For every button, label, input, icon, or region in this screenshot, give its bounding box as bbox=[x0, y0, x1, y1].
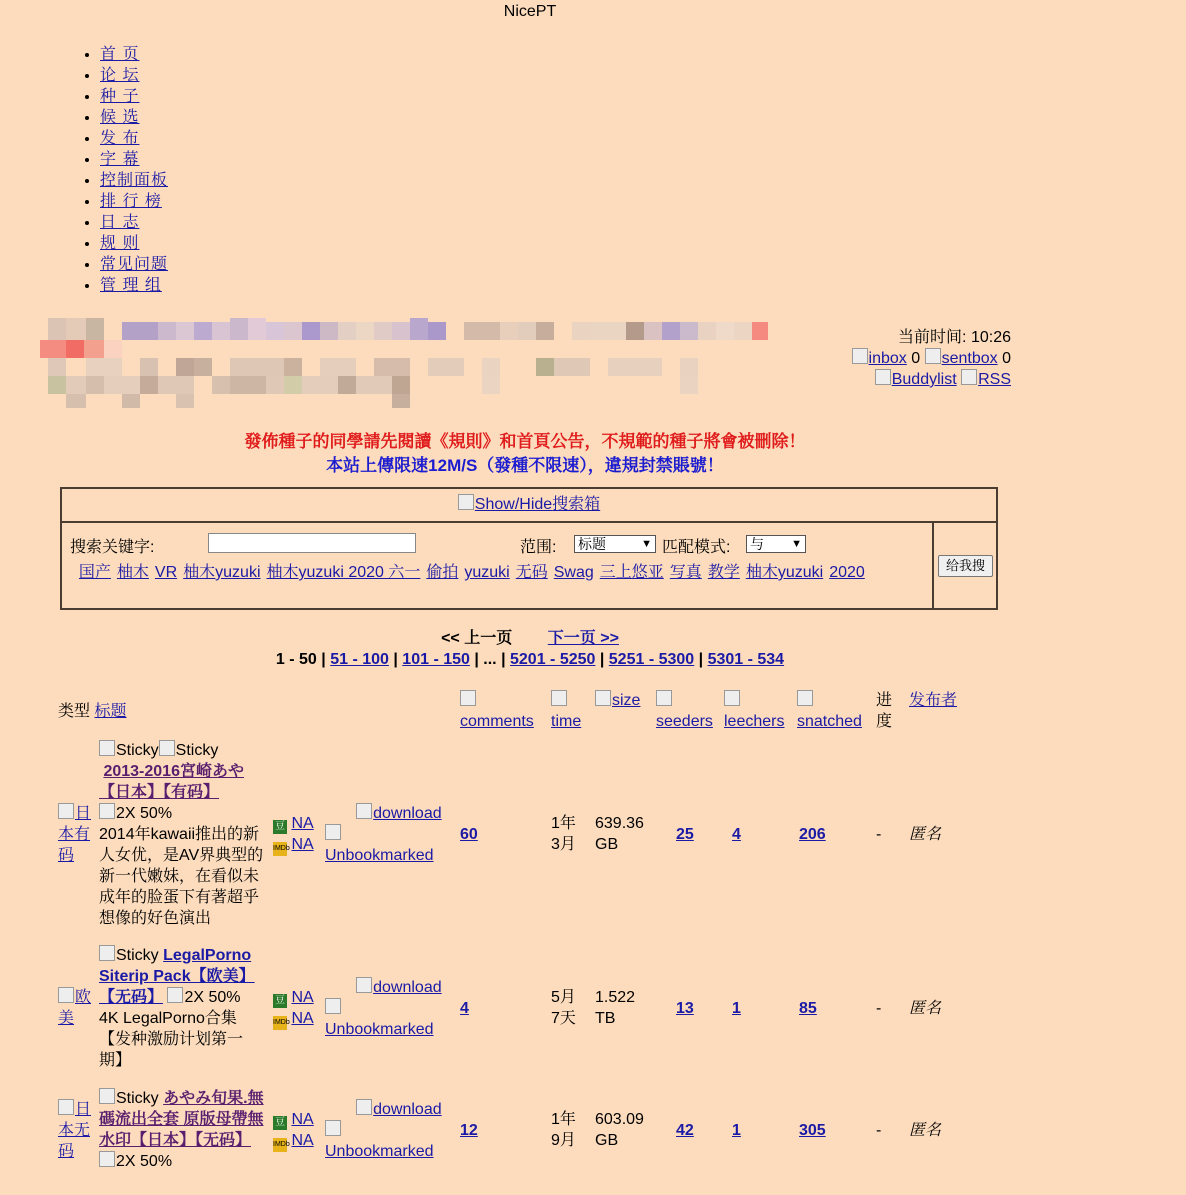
pager-prev: << 上一页 bbox=[441, 630, 513, 647]
promotion-alt: 2X 50% bbox=[184, 989, 241, 1006]
category-link[interactable] bbox=[58, 989, 91, 1027]
header-progress: 进度 bbox=[876, 692, 893, 730]
range-select-value: 标题 bbox=[578, 536, 606, 552]
sentbox-alt: sentbox bbox=[941, 350, 998, 367]
sticky-icon bbox=[159, 740, 175, 756]
header-size-label: size bbox=[612, 692, 641, 709]
nav-link-topten[interactable]: 排 行 榜 bbox=[100, 193, 162, 210]
search-toggle-link[interactable] bbox=[458, 496, 600, 513]
uploader-name: 匿名 bbox=[909, 1121, 942, 1139]
download-icon bbox=[356, 977, 372, 993]
category-alt: 欧美 bbox=[58, 989, 92, 1027]
torrent-age: 5月7天 bbox=[551, 989, 576, 1027]
sort-by-uploader[interactable]: 发布者 bbox=[909, 692, 958, 709]
promotion-icon bbox=[99, 1151, 115, 1167]
torrent-title-link[interactable]: LegalPorno Siterip Pack【欧美】【无码】 bbox=[99, 947, 255, 1006]
ratings-cell bbox=[273, 936, 325, 1080]
chevron-down-icon: ▼ bbox=[791, 538, 802, 550]
search-toggle-row bbox=[62, 489, 996, 523]
rss-icon bbox=[961, 369, 977, 385]
nav-link-staff[interactable]: 管 理 组 bbox=[100, 277, 162, 294]
table-row bbox=[58, 732, 979, 936]
nav-link-home[interactable]: 首 页 bbox=[100, 46, 140, 63]
nav-item-torrents bbox=[100, 86, 168, 107]
bookmark-link[interactable] bbox=[325, 1000, 434, 1038]
nav-link-usercp[interactable]: 控制面板 bbox=[100, 172, 169, 189]
promotion-icon bbox=[99, 803, 115, 819]
actions-cell bbox=[325, 936, 460, 1080]
inbox-icon bbox=[852, 348, 868, 364]
pager-next[interactable]: 下一页 >> bbox=[547, 630, 619, 647]
progress-value: - bbox=[876, 825, 882, 843]
hot-keyword[interactable]: 三上悠亚 bbox=[599, 564, 664, 581]
leechers-count[interactable]: 4 bbox=[732, 825, 741, 843]
nav-link-forum[interactable]: 论 坛 bbox=[100, 67, 140, 84]
sticky-icon bbox=[99, 945, 115, 961]
inbox-count: 0 bbox=[911, 350, 921, 367]
search-submit-button[interactable]: 给我搜 bbox=[938, 555, 993, 577]
notice-line-rules: 發佈種子的同學請先閱讀《規則》和首頁公告，不規範的種子將會被刪除！ bbox=[244, 432, 806, 451]
snatched-count[interactable]: 305 bbox=[799, 1121, 826, 1139]
progress-value: - bbox=[876, 999, 882, 1017]
header-size-cell bbox=[595, 690, 656, 732]
header-leechers-cell bbox=[724, 690, 797, 732]
ratings-cell bbox=[273, 732, 325, 936]
hot-keyword[interactable]: 柚木 bbox=[116, 564, 149, 581]
search-button-cell bbox=[934, 522, 998, 610]
bookmark-icon bbox=[325, 824, 341, 840]
hot-keyword[interactable]: 柚木yuzuki 2020 六一 bbox=[266, 564, 421, 581]
bookmark-alt: Unbookmarked bbox=[325, 1020, 434, 1038]
seeders-icon bbox=[656, 690, 672, 706]
chevron-down-icon: ▼ bbox=[641, 538, 652, 550]
current-time-value: 10:26 bbox=[970, 329, 1011, 346]
pager-link[interactable]: 5301 - 534 bbox=[707, 651, 785, 668]
sentbox-count: 0 bbox=[1002, 350, 1011, 367]
category-icon bbox=[58, 1099, 74, 1115]
nav-item-rules bbox=[100, 233, 168, 254]
pager-link[interactable]: 5251 - 5300 bbox=[608, 651, 695, 668]
sort-by-leechers[interactable]: leechers bbox=[724, 713, 785, 730]
buddylist-link[interactable] bbox=[875, 371, 957, 388]
category-cell bbox=[58, 936, 99, 1080]
progress-value: - bbox=[876, 1121, 882, 1139]
nav-link-rules[interactable]: 规 则 bbox=[100, 235, 140, 252]
hot-keyword[interactable]: Swag bbox=[553, 564, 594, 581]
title-cell bbox=[99, 936, 273, 1080]
sentbox-link[interactable] bbox=[925, 350, 998, 367]
hot-keyword[interactable]: yuzuki bbox=[464, 564, 510, 581]
category-alt: 日本无码 bbox=[58, 1100, 92, 1160]
seeders-count[interactable]: 42 bbox=[676, 1121, 694, 1139]
uploader-name: 匿名 bbox=[909, 999, 942, 1017]
douban-rating[interactable]: NA bbox=[291, 988, 314, 1006]
site-title: NicePT bbox=[503, 3, 557, 20]
buddylist-icon bbox=[875, 369, 891, 385]
sort-by-comments[interactable]: comments bbox=[460, 713, 534, 730]
sticky-alt: Sticky bbox=[116, 947, 159, 964]
sticky-alt: Sticky bbox=[116, 741, 159, 759]
nav-item-upload bbox=[100, 128, 168, 149]
snatched-icon bbox=[797, 690, 813, 706]
download-icon bbox=[356, 1099, 372, 1115]
comments-count[interactable]: 4 bbox=[460, 999, 469, 1017]
torrent-age: 1年9月 bbox=[551, 1111, 576, 1149]
imdb-rating[interactable]: NA bbox=[291, 1009, 314, 1027]
hot-keyword[interactable]: 无码 bbox=[515, 564, 548, 581]
nav-link-log[interactable]: 日 志 bbox=[100, 214, 140, 231]
sort-by-seeders[interactable]: seeders bbox=[656, 713, 713, 730]
torrent-table bbox=[58, 690, 979, 1180]
pager-current: 1 - 50 bbox=[275, 651, 317, 668]
douban-icon: 豆 bbox=[275, 820, 285, 832]
category-link[interactable] bbox=[58, 1101, 91, 1160]
site-notice bbox=[0, 430, 1050, 478]
mailbox-row bbox=[852, 348, 1011, 369]
category-alt: 日本有码 bbox=[58, 804, 92, 864]
download-alt: download bbox=[373, 804, 442, 822]
promotion-icon bbox=[167, 987, 183, 1003]
imdb-rating[interactable]: NA bbox=[291, 1131, 314, 1149]
actions-cell bbox=[325, 1080, 460, 1180]
header-snatched-cell bbox=[797, 690, 876, 732]
bookmark-link[interactable] bbox=[325, 826, 434, 864]
imdb-icon: IMDb bbox=[273, 1016, 287, 1030]
notice-line-speed: 本站上傳限速12M/S（發種不限速），違規封禁賬號！ bbox=[326, 456, 724, 475]
hot-keyword[interactable]: 国产 bbox=[78, 564, 111, 581]
promotion-alt: 2X 50% bbox=[116, 804, 173, 822]
search-toggle-label: 搜索箱 bbox=[552, 496, 601, 513]
nav-item-topten bbox=[100, 191, 168, 212]
bookmark-alt: Unbookmarked bbox=[325, 846, 434, 864]
nav-item-log bbox=[100, 212, 168, 233]
buddy-rss-row bbox=[852, 369, 1011, 390]
bookmark-link[interactable] bbox=[325, 1122, 434, 1160]
hot-keyword[interactable]: 柚木yuzuki bbox=[183, 564, 261, 581]
search-form-cell bbox=[62, 522, 934, 610]
size-icon bbox=[595, 690, 611, 706]
keyword-input[interactable] bbox=[208, 533, 416, 553]
download-alt: download bbox=[373, 1100, 442, 1118]
torrent-size: 639.36 GB bbox=[595, 815, 644, 853]
header-seeders-cell bbox=[656, 690, 724, 732]
category-icon bbox=[58, 987, 74, 1003]
current-time-label: 当前时间: bbox=[898, 329, 967, 346]
snatched-count[interactable]: 85 bbox=[799, 999, 817, 1017]
nav-item-home bbox=[100, 44, 168, 65]
hot-keyword[interactable]: 写真 bbox=[669, 564, 702, 581]
leechers-count[interactable]: 1 bbox=[732, 999, 741, 1017]
sticky-alt: Sticky bbox=[175, 741, 219, 759]
comments-count[interactable]: 60 bbox=[460, 825, 478, 843]
sticky-alt: Sticky bbox=[116, 1090, 159, 1107]
keyword-label: 搜索关键字: bbox=[70, 539, 155, 556]
hot-keyword[interactable]: 教学 bbox=[707, 564, 740, 581]
hot-keyword[interactable]: 2020 bbox=[829, 564, 865, 581]
promotion-alt: 2X 50% bbox=[116, 1153, 173, 1170]
hot-keyword[interactable]: 柚木yuzuki bbox=[745, 564, 824, 581]
category-icon bbox=[58, 803, 74, 819]
range-label: 范围: bbox=[520, 539, 557, 556]
title-cell bbox=[99, 732, 273, 936]
pager-link[interactable]: 101 - 150 bbox=[402, 651, 470, 668]
pager-prev-next bbox=[0, 628, 1060, 649]
search-panel bbox=[60, 487, 998, 610]
sticky-icon bbox=[99, 740, 115, 756]
imdb-icon: IMDb bbox=[273, 1138, 287, 1152]
torrent-size: 603.09 GB bbox=[595, 1111, 644, 1149]
download-icon bbox=[356, 803, 372, 819]
leechers-icon bbox=[724, 690, 740, 706]
range-select[interactable] bbox=[574, 535, 656, 553]
nav-item-usercp bbox=[100, 170, 168, 191]
search-toggle-alt: Show/Hide bbox=[474, 496, 553, 513]
nav-link-upload[interactable]: 发 布 bbox=[100, 130, 140, 147]
douban-rating[interactable]: NA bbox=[291, 1110, 314, 1128]
inbox-alt: inbox bbox=[868, 350, 907, 367]
douban-rating[interactable]: NA bbox=[291, 814, 314, 832]
time-icon bbox=[551, 690, 567, 706]
hot-keywords bbox=[70, 562, 910, 583]
torrent-age: 1年3月 bbox=[551, 815, 576, 853]
match-select[interactable] bbox=[746, 535, 806, 553]
imdb-icon: IMDb bbox=[273, 842, 287, 856]
pixelated-user-info bbox=[40, 318, 800, 408]
nav-item-forum bbox=[100, 65, 168, 86]
download-link[interactable] bbox=[356, 805, 442, 822]
nav-item-subtitles bbox=[100, 149, 168, 170]
user-info-panel bbox=[852, 327, 1011, 390]
sort-by-title[interactable]: 标题 bbox=[94, 702, 127, 720]
download-link[interactable] bbox=[356, 979, 442, 996]
nav-link-faq[interactable]: 常见问题 bbox=[100, 256, 169, 273]
sort-by-size[interactable] bbox=[595, 692, 640, 709]
header-uploader-cell bbox=[909, 690, 979, 732]
hot-keyword[interactable]: VR bbox=[154, 564, 178, 581]
download-alt: download bbox=[373, 978, 442, 996]
header-time-cell bbox=[551, 690, 595, 732]
nav-link-torrents[interactable]: 种 子 bbox=[100, 88, 140, 105]
pager-link[interactable]: 51 - 100 bbox=[330, 651, 389, 668]
pager-pages: 1 - 50 | 51 - 100 | 101 - 150 | ... | 5201 - 5250 | 5251 - 5300 | 5301 - 534 bbox=[275, 651, 785, 668]
rss-alt: RSS bbox=[978, 371, 1011, 388]
header-type-title bbox=[58, 690, 273, 732]
table-row bbox=[58, 1080, 979, 1180]
bookmark-alt: Unbookmarked bbox=[325, 1142, 434, 1160]
torrent-title-link[interactable]: 2013-2016宮崎あや【日本】【有码】 bbox=[99, 762, 244, 801]
snatched-count[interactable]: 206 bbox=[799, 825, 826, 843]
category-cell bbox=[58, 1080, 99, 1180]
sentbox-icon bbox=[925, 348, 941, 364]
rss-link[interactable] bbox=[961, 371, 1011, 388]
title-cell bbox=[99, 1080, 273, 1180]
douban-icon: 豆 bbox=[275, 1116, 285, 1128]
current-time-row bbox=[852, 327, 1011, 348]
nav-link-offers[interactable]: 候 选 bbox=[100, 109, 140, 126]
main-nav bbox=[80, 44, 168, 296]
nav-item-faq bbox=[100, 254, 168, 275]
nav-item-offers bbox=[100, 107, 168, 128]
leechers-count[interactable]: 1 bbox=[732, 1121, 741, 1139]
imdb-rating[interactable]: NA bbox=[291, 835, 314, 853]
nav-link-subtitles[interactable]: 字 幕 bbox=[100, 151, 140, 168]
table-row bbox=[58, 936, 979, 1080]
pager-link[interactable]: 5201 - 5250 bbox=[510, 651, 596, 668]
buddylist-alt: Buddylist bbox=[891, 371, 957, 388]
header-type: 类型 bbox=[58, 702, 91, 720]
comments-icon bbox=[460, 690, 476, 706]
category-cell bbox=[58, 732, 99, 936]
torrent-description: 2014年kawaii推出的新人女优，是AV界典型的新一代嫩妹，在看似未成年的脸蛋下有著超乎想像的好色演出 bbox=[99, 825, 264, 927]
table-header-row bbox=[58, 690, 979, 732]
ratings-cell bbox=[273, 1080, 325, 1180]
seeders-count[interactable]: 25 bbox=[676, 825, 694, 843]
uploader-name: 匿名 bbox=[909, 825, 942, 843]
toggle-icon bbox=[458, 494, 474, 510]
hot-keyword[interactable]: 偷拍 bbox=[426, 564, 459, 581]
sort-by-time[interactable]: time bbox=[551, 713, 582, 730]
download-link[interactable] bbox=[356, 1101, 442, 1118]
bookmark-icon bbox=[325, 998, 341, 1014]
header-comments-cell bbox=[460, 690, 551, 732]
actions-cell bbox=[325, 732, 460, 936]
inbox-link[interactable] bbox=[852, 350, 907, 367]
bookmark-icon bbox=[325, 1120, 341, 1136]
pagination bbox=[0, 628, 1060, 670]
category-link[interactable] bbox=[58, 805, 91, 864]
torrent-title-link[interactable]: あやみ旬果.無碼流出全套 原版母帶無水印【日本】【无码】 bbox=[99, 1090, 264, 1149]
match-label: 匹配模式: bbox=[662, 539, 731, 556]
seeders-count[interactable]: 13 bbox=[676, 999, 694, 1017]
torrent-size: 1.522 TB bbox=[595, 989, 636, 1027]
torrent-description: 4K LegalPorno合集【发种激励计划第一期】 bbox=[99, 1010, 244, 1069]
match-select-value: 与 bbox=[750, 536, 764, 552]
pager-ellipsis: ... bbox=[483, 651, 497, 668]
sort-by-snatched[interactable]: snatched bbox=[797, 713, 862, 730]
douban-icon: 豆 bbox=[275, 994, 285, 1006]
comments-count[interactable]: 12 bbox=[460, 1121, 478, 1139]
sticky-icon bbox=[99, 1088, 115, 1104]
nav-item-staff bbox=[100, 275, 168, 296]
